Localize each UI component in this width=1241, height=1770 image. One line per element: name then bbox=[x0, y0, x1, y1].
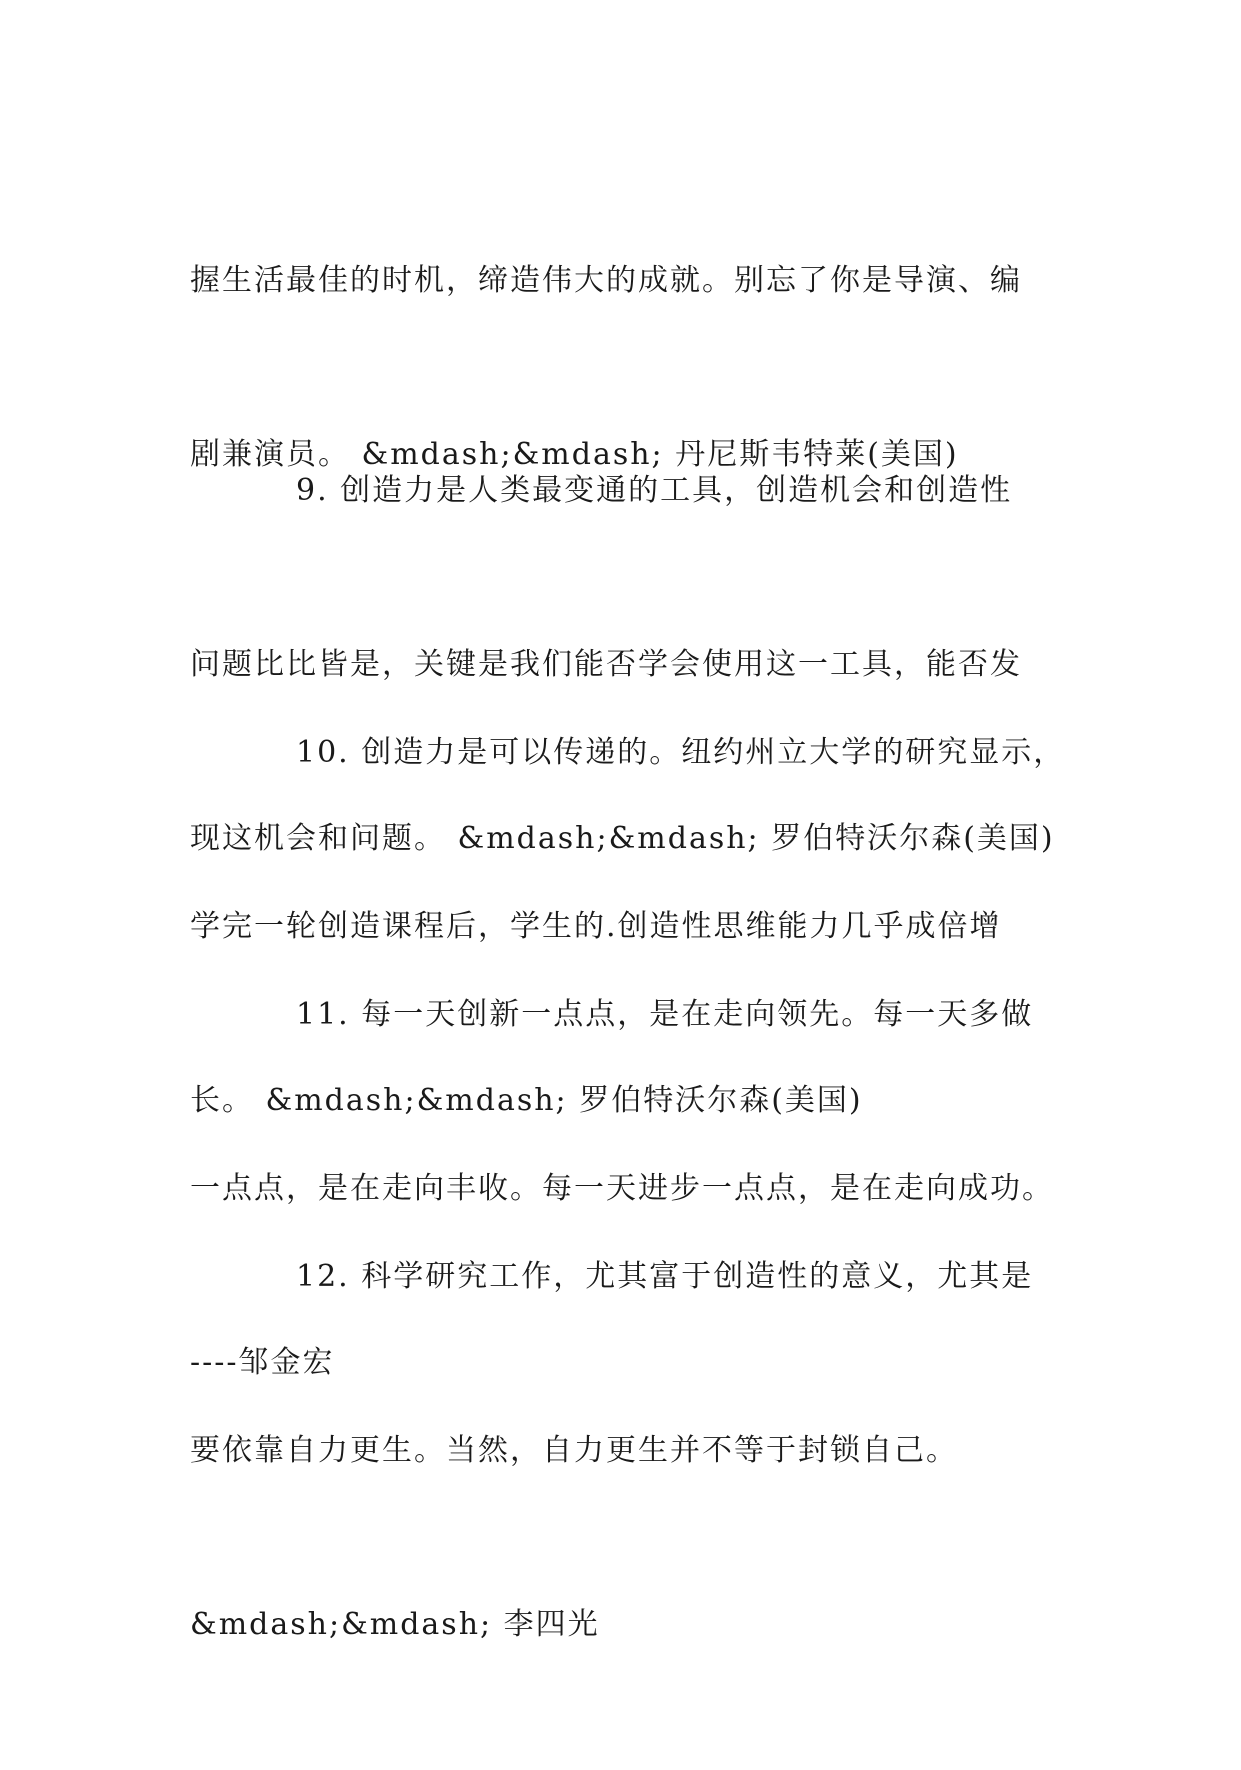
text-line: 一点点，是在走向丰收。每一天进步一点点，是在走向成功。 bbox=[190, 1171, 1054, 1206]
text-line: 长。 &mdash;&mdash; 罗伯特沃尔森(美国) bbox=[190, 1083, 863, 1118]
text-line: 要依靠自力更生。当然，自力更生并不等于封锁自己。 bbox=[190, 1433, 958, 1468]
quote-paragraph-12 bbox=[190, 1132, 1070, 1770]
text-line: 11. 每一天创新一点点，是在走向领先。每一天多做 bbox=[296, 997, 1034, 1032]
text-line: 剧兼演员。 &mdash;&mdash; 丹尼斯韦特莱(美国) bbox=[190, 437, 959, 472]
text-line: 问题比比皆是，关键是我们能否学会使用这一工具，能否发 bbox=[190, 647, 1022, 682]
text-line: 9. 创造力是人类最变通的工具，创造机会和创造性 bbox=[296, 473, 1013, 508]
text-line: &mdash;&mdash; 李四光 bbox=[190, 1607, 600, 1642]
text-line: 12. 科学研究工作，尤其富于创造性的意义，尤其是 bbox=[296, 1259, 1034, 1294]
text-line: 现这机会和问题。 &mdash;&mdash; 罗伯特沃尔森(美国) bbox=[190, 821, 1055, 856]
text-line: 10. 创造力是可以传递的。纽约州立大学的研究显示， bbox=[296, 735, 1066, 770]
text-line: ----邹金宏 bbox=[190, 1345, 335, 1380]
text-line: 学完一轮创造课程后，学生的.创造性思维能力几乎成倍增 bbox=[190, 909, 1002, 944]
text-line: 握生活最佳的时机，缔造伟大的成就。别忘了你是导演、编 bbox=[190, 263, 1022, 298]
